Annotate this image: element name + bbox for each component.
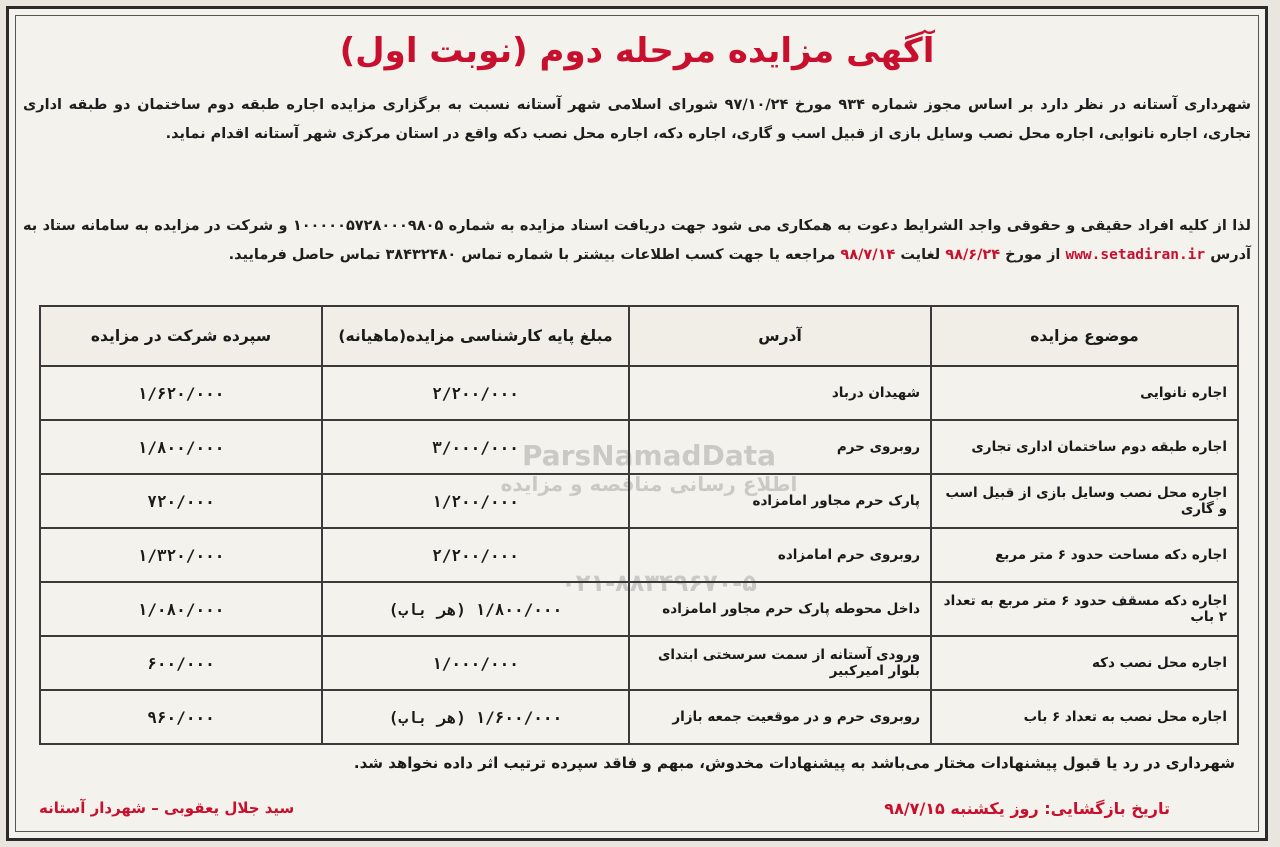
table-row	[40, 636, 1238, 690]
header-subject: موضوع مزایده	[931, 306, 1238, 366]
cell-amount: ۱/۶۰۰/۰۰۰ (هر باب)	[322, 690, 629, 744]
mayor-signature: سید جلال یعقوبی – شهردار آستانه	[39, 799, 295, 817]
cell-subject: اجاره دکه مسقف حدود ۶ متر مربع به تعداد ۲ باب	[931, 582, 1238, 636]
watermark-brand: ParsNamadData	[522, 439, 776, 472]
cell-address: روبروی حرم	[629, 420, 931, 474]
cell-subject: اجاره نانوایی	[931, 366, 1238, 420]
intro-paragraph: شهرداری آستانه در نظر دارد بر اساس مجوز شماره ۹۳۴ مورخ ۹۷/۱۰/۲۴ شورای اسلامی شهر آستانه نسبت به برگزاری مزایده اجاره طبقه دوم ساختمان دو طبقه اداری تجاری، اجاره نانوایی، اجاره محل نصب وسایل بازی از قبیل اسب و گاری، اجاره دکه، اجاره محل نصب دکه واقع در استان مرکزی شهر آستانه اقدام نماید.	[23, 97, 1251, 142]
date-to: ۹۸/۷/۱۴	[840, 247, 896, 263]
instructions-part2: از مورخ	[1005, 247, 1061, 263]
cell-amount: ۲/۲۰۰/۰۰۰	[322, 366, 629, 420]
cell-address: روبروی حرم امامزاده	[629, 528, 931, 582]
cell-subject: اجاره محل نصب دکه	[931, 636, 1238, 690]
instructions-paragraph	[23, 212, 1251, 282]
cell-deposit: ۱/۸۰۰/۰۰۰	[40, 420, 322, 474]
footer-note: شهرداری در رد یا قبول پیشنهادات مختار می‌باشد به پیشنهادات مخدوش، مبهم و فاقد سپرده ترتیب اثر داده نخواهد شد.	[353, 754, 1235, 772]
cell-address: روبروی حرم و در موقعیت جمعه بازار	[629, 690, 931, 744]
table-row	[40, 528, 1238, 582]
cell-deposit: ۶۰۰/۰۰۰	[40, 636, 322, 690]
table-header-row	[40, 306, 1238, 366]
page-title: آگهی مزایده مرحله دوم (نوبت اول)	[339, 31, 935, 71]
cell-address: ورودی آستانه از سمت سرسختی ابتدای بلوار امیرکبیر	[629, 636, 931, 690]
opening-date: تاریخ بازگشایی: روز یکشنبه ۹۸/۷/۱۵	[884, 799, 1170, 818]
header-amount: مبلغ پایه کارشناسی مزایده(ماهیانه)	[322, 306, 629, 366]
table-row	[40, 474, 1238, 528]
cell-subject: اجاره محل نصب وسایل بازی از قبیل اسب و گاری	[931, 474, 1238, 528]
auction-table	[39, 305, 1239, 745]
table-row	[40, 582, 1238, 636]
cell-amount: ۲/۲۰۰/۰۰۰	[322, 528, 629, 582]
date-from: ۹۸/۶/۲۴	[945, 247, 1001, 263]
cell-amount: ۱/۲۰۰/۰۰۰	[322, 474, 629, 528]
header-deposit: سپرده شرکت در مزایده	[40, 306, 322, 366]
table-row	[40, 690, 1238, 744]
cell-address: پارک حرم مجاور امامزاده	[629, 474, 931, 528]
cell-deposit: ۹۶۰/۰۰۰	[40, 690, 322, 744]
cell-deposit: ۷۲۰/۰۰۰	[40, 474, 322, 528]
cell-subject: اجاره طبقه دوم ساختمان اداری تجاری	[931, 420, 1238, 474]
instructions-part4: مراجعه یا جهت کسب اطلاعات بیشتر با شماره تماس ۳۸۴۳۲۴۸۰ تماس حاصل فرمایید.	[228, 247, 836, 263]
cell-address: داخل محوطه پارک حرم مجاور امامزاده	[629, 582, 931, 636]
cell-subject: اجاره محل نصب به تعداد ۶ باب	[931, 690, 1238, 744]
watermark-line: اطلاع رسانی مناقصه و مزایده	[500, 472, 798, 496]
cell-deposit: ۱/۳۲۰/۰۰۰	[40, 528, 322, 582]
cell-amount: ۳/۰۰۰/۰۰۰	[322, 420, 629, 474]
watermark-phone: ۰۲۱-۸۸۳۴۹۶۷۰-۵	[561, 569, 757, 597]
instructions-part1: لذا از کلیه افراد حقیقی و حقوقی واجد الشرایط دعوت به همکاری می شود جهت دریافت اسناد مزایده به شماره ۱۰۰۰۰۰۵۷۲۸۰۰۰۹۸۰۵ و شرکت در مزایده به سامانه ستاد به آدرس	[23, 218, 1251, 263]
table-row	[40, 420, 1238, 474]
cell-deposit: ۱/۶۲۰/۰۰۰	[40, 366, 322, 420]
instructions-part3: لغایت	[900, 247, 941, 263]
cell-amount: ۱/۸۰۰/۰۰۰ (هر باب)	[322, 582, 629, 636]
header-address: آدرس	[629, 306, 931, 366]
cell-subject: اجاره دکه مساحت حدود ۶ متر مربع	[931, 528, 1238, 582]
table-row	[40, 366, 1238, 420]
cell-amount: ۱/۰۰۰/۰۰۰	[322, 636, 629, 690]
cell-deposit: ۱/۰۸۰/۰۰۰	[40, 582, 322, 636]
website-link[interactable]: www.setadiran.ir	[1065, 247, 1206, 263]
notice-page	[6, 6, 1268, 841]
cell-address: شهیدان درباد	[629, 366, 931, 420]
